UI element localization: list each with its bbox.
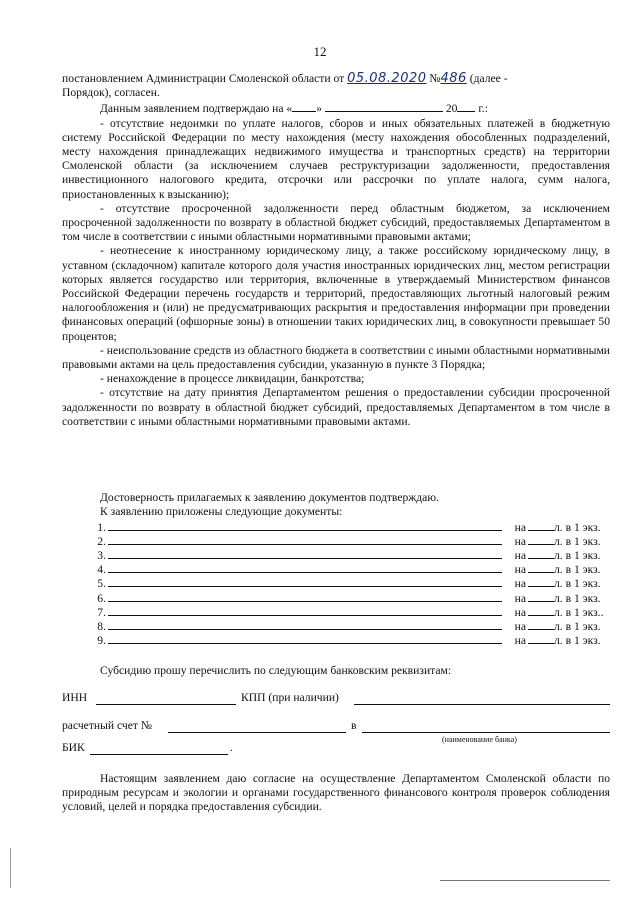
year-blank[interactable] [457,100,475,112]
document-pages-field[interactable] [528,557,554,559]
page-number: 12 [313,44,327,59]
resolution-number: 486 [440,71,467,86]
clause-budget-debt: - отсутствие просроченной задолженности перед областным бюджетом, за исключением просроченной задолженности по возврату в областной бюджет субсидий, предоставляемых Департаментом в том числе в соответствии с иными областными нормативными правовыми актами; [62,201,610,244]
document-name-field[interactable] [108,571,502,573]
document-suffix: л. в 1 экз. [554,633,601,647]
clause-subsidy-debt: - отсутствие на дату принятия Департаментом решения о предоставлении субсидии просроченной задолженности по возврату в областной бюджет субсидий, предоставляемых Департаментом в том числе в соответствии с иными областными нормативными правовыми актами. [62,386,610,428]
document-suffix: л. в 1 экз. [554,591,601,605]
in-label: в [351,719,357,732]
document-pages-field[interactable] [528,628,554,630]
intro-suffix-start: (далее - [469,72,508,85]
document-row [62,605,610,619]
document-suffix: л. в 1 экз. [554,535,601,549]
intro-line [62,72,610,86]
document-row [62,520,610,534]
document-na: на [514,605,526,619]
document-row [62,619,610,633]
document-name-field[interactable] [108,543,502,545]
kpp-field[interactable] [354,704,610,705]
document-na: на [514,591,526,605]
document-na: на [514,619,526,633]
document-na: на [514,577,526,591]
document-na: на [514,521,526,535]
inn-label: ИНН [62,691,88,704]
inn-field[interactable] [96,704,236,705]
document-suffix: л. в 1 экз. [554,549,601,563]
document-row [62,590,610,604]
document-name-field[interactable] [108,628,502,630]
document-na: на [514,549,526,563]
document-suffix: л. в 1 экз. [554,577,601,591]
bik-label: БИК [62,741,85,754]
document-body [62,72,610,429]
document-pages-field[interactable] [528,543,554,545]
bik-field[interactable] [90,754,228,755]
document-number: 2. [97,535,106,549]
document-pages-field[interactable] [528,529,554,531]
document-suffix: л. в 1 экз. [554,521,601,535]
confirm-line [62,100,610,116]
document-number: 7. [97,605,106,619]
document-number: 3. [97,549,106,563]
document-number: 6. [97,591,106,605]
document-na: на [514,563,526,577]
document-name-field[interactable] [108,585,502,587]
document-pages-field[interactable] [528,585,554,587]
document-name-field[interactable] [108,557,502,559]
confirm-prefix: Данным заявлением подтверждаю на « [100,102,293,116]
account-field[interactable] [168,732,346,733]
clause-foreign-entity: - неотнесение к иностранному юридическому лицу, а также российскому юридическому лицу, в уставном (складочном) капитале которого доля участия иностранных юридических лиц, местом регистрации которых является государство или территория, включенные в утверждаемый Министерством финансов Российской Федерации перечень государств и территорий, предоставляющих льготный налоговый режим налогообложения и (или) не предусматривающих раскрытия и предоставления информации при проведении финансовых операций (офшорные зоны) в отношении таких юридических лиц, в совокупности превышает 50 процентов; [62,244,610,343]
margin-mark [10,848,11,888]
document-na: на [514,535,526,549]
document-name-field[interactable] [108,529,502,531]
bank-name-caption: (наименование банка) [442,735,517,744]
bank-name-field[interactable] [362,732,610,733]
document-row [62,548,610,562]
intro-prefix: постановлением Администрации Смоленской области от [62,72,345,85]
consent-paragraph [62,772,610,815]
document-pages-field[interactable] [528,600,554,602]
attach-confirm: Достоверность прилагаемых к заявлению документов подтверждаю. [100,491,439,504]
document-suffix: л. в 1 экз. [554,619,601,633]
bik-end: . [230,741,233,754]
footer-rule [440,880,610,881]
number-sign: № [429,72,441,85]
kpp-label: КПП (при наличии) [241,691,339,704]
document-pages-field[interactable] [528,571,554,573]
document-name-field[interactable] [108,600,502,602]
document-name-field[interactable] [108,642,502,644]
clause-tax-arrears: - отсутствие недоимки по уплате налогов, сборов и иных обязательных платежей в бюджетную систему Российской Федерации по месту нахождения (месту нахождения обособленных подразделений, месту нахождения принадлежащих недвижимого имущества и транспортных средств) на территории Смоленской области (за исключением случаев реструктуризации задолженности, предоставления инвестиционного налогового кредита, отсрочки или рассрочки по уплате налога, сумм налога, приостановленных к взысканию); [62,116,610,201]
day-blank[interactable] [292,100,316,112]
clause-liquidation: - ненахождение в процессе ликвидации, банкротства; [100,372,365,386]
document-pages-field[interactable] [528,614,554,616]
document-row [62,562,610,576]
document-number: 8. [97,619,106,633]
document-row [62,633,610,647]
year-prefix: 20 [445,102,458,116]
documents-list [62,520,610,647]
document-number: 1. [97,521,106,535]
document-number: 5. [97,577,106,591]
document-suffix: л. в 1 экз.. [554,605,604,619]
resolution-date: 05.08.2020 [347,71,427,86]
year-suffix: г.: [478,102,488,116]
clause-funds-usage: - неиспользование средств из областного бюджета в соответствии с иными областными нормативными правовыми актами на цель предоставления субсидии, указанную в пункте 3 Порядка; [62,343,611,372]
document-pages-field[interactable] [528,642,554,644]
document-suffix: л. в 1 экз. [554,563,601,577]
document-row [62,576,610,590]
confirm-mid: » [316,102,323,116]
document-na: на [514,633,526,647]
account-label: расчетный счет № [62,719,152,732]
intro-suffix-end: Порядок), согласен. [62,86,160,100]
document-number: 9. [97,633,106,647]
month-blank[interactable] [325,100,443,112]
bank-intro: Субсидию прошу перечислить по следующим банковским реквизитам: [100,664,452,677]
attach-intro: К заявлению приложены следующие документы: [100,505,343,518]
document-row [62,534,610,548]
consent-text: Настоящим заявлением даю согласие на осуществление Департаментом Смоленской области по природным ресурсам и экологии и органами государственного финансового контроля проверок соблюдения условий, целей и порядка предоставления субсидии. [62,772,610,814]
document-name-field[interactable] [108,614,502,616]
document-number: 4. [97,563,106,577]
